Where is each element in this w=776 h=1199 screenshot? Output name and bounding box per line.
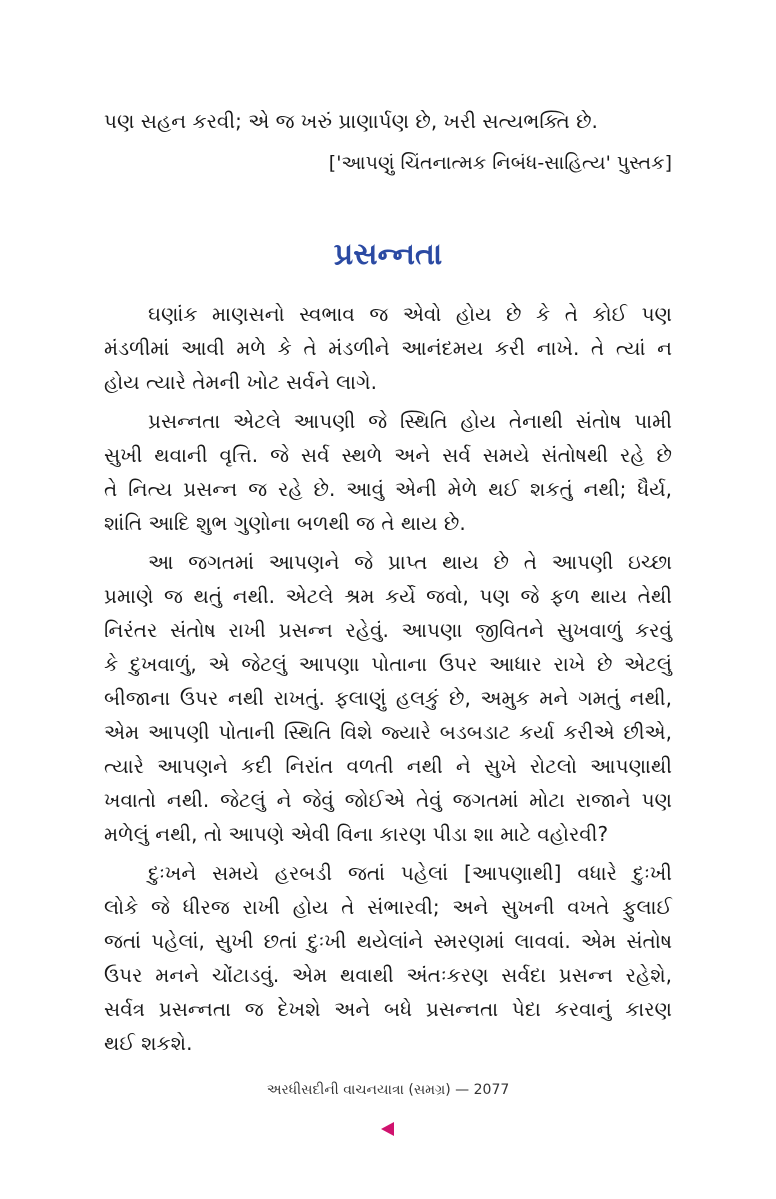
paragraph-3-line-8: ખવાતો નથી. જેટલું ને જેવું જોઈએ તેવું જગતમાં મોટા રાજાને પણ xyxy=(104,788,672,812)
page-title: પ્રસન્નતા xyxy=(333,237,443,272)
paragraph-3-line-4: કે દુખવાળું, એ જેટલું આપણા પોતાના ઉપર આધાર રાખે છે એટલું xyxy=(104,652,672,676)
paragraph-4-line-6: થઈ શકશે. xyxy=(104,1031,193,1055)
paragraph-1-line-1: ઘણાંક માણસનો સ્વભાવ જ એવો હોય છે કે તે કોઈ પણ xyxy=(148,302,672,326)
paragraph-4-line-2: લોકે જે ધીરજ રાખી હોય તે સંભારવી; અને સુખની વખતે ફુલાઈ xyxy=(104,895,672,919)
previous-paragraph-end: પણ સહન કરવી; એ જ ખરું પ્રાણાર્પણ છે, ખરી સત્યભક્તિ છે. xyxy=(104,109,598,133)
page-footer: અરધીસદીની વાચનયાત્રા (સમગ્ર) — 2077 xyxy=(266,1082,510,1098)
previous-page-arrow-icon[interactable] xyxy=(381,1122,394,1136)
paragraph-2-line-4: શાંતિ આદિ શુભ ગુણોના બળથી જ તે થાય છે. xyxy=(104,511,466,535)
paragraph-2-line-1: પ્રસન્નતા એટલે આપણી જે સ્થિતિ હોય તેનાથી સંતોષ પામી xyxy=(148,409,672,433)
paragraph-3-line-2: પ્રમાણે જ થતું નથી. એટલે શ્રમ કર્યે જવો, પણ જે ફળ થાય તેથી xyxy=(104,584,672,608)
paragraph-4-line-1: દુઃખને સમયે હરબડી જતાં પહેલાં [આપણાથી] વધારે દુઃખી xyxy=(148,861,672,885)
paragraph-3-line-1: આ જગતમાં આપણને જે પ્રાપ્ત થાય છે તે આપણી ઇચ્છા xyxy=(148,550,672,574)
paragraph-2-line-3: તે નિત્ય પ્રસન્ન જ રહે છે. આવું એની મેળે થઈ શકતું નથી; ધૈર્ય, xyxy=(104,477,672,501)
paragraph-3-line-7: ત્યારે આપણને કદી નિરાંત વળતી નથી ને સુખે રોટલો આપણાથી xyxy=(104,754,672,778)
paragraph-1-line-3: હોય ત્યારે તેમની ખોટ સર્વને લાગે. xyxy=(104,370,377,394)
paragraph-2-line-2: સુખી થવાની વૃત્તિ. જે સર્વ સ્થળે અને સર્વ સમયે સંતોષથી રહે છે xyxy=(104,443,672,467)
paragraph-3-line-6: એમ આપણી પોતાની સ્થિતિ વિશે જ્યારે બડબડાટ કર્યા કરીએ છીએ, xyxy=(104,720,672,744)
paragraph-4-line-3: જતાં પહેલાં, સુખી છતાં દુઃખી થયેલાંને સ્મરણમાં લાવવાં. એમ સંતોષ xyxy=(104,929,672,953)
source-citation: ['આપણું ચિંતનાત્મક નિબંધ-સાહિત્ય' પુસ્તક] xyxy=(328,152,672,174)
paragraph-3-line-3: નિરંતર સંતોષ રાખી પ્રસન્ન રહેવું. આપણા જીવિતને સુખવાળું કરવું xyxy=(104,618,672,642)
paragraph-1-line-2: મંડળીમાં આવી મળે કે તે મંડળીને આનંદમય કરી નાખે. તે ત્યાં ન xyxy=(104,336,672,360)
paragraph-4-line-4: ઉપર મનને ચોંટાડવું. એમ થવાથી અંતઃકરણ સર્વદા પ્રસન્ન રહેશે, xyxy=(104,963,672,987)
paragraph-3-line-5: બીજાના ઉપર નથી રાખતું. ફલાણું હલકું છે, અમુક મને ગમતું નથી, xyxy=(104,686,672,710)
paragraph-4-line-5: સર્વત્ર પ્રસન્નતા જ દેખશે અને બધે પ્રસન્નતા પેદા કરવાનું કારણ xyxy=(104,997,672,1021)
paragraph-3-line-9: મળેલું નથી, તો આપણે એવી વિના કારણ પીડા શા માટે વહોરવી? xyxy=(104,822,609,846)
